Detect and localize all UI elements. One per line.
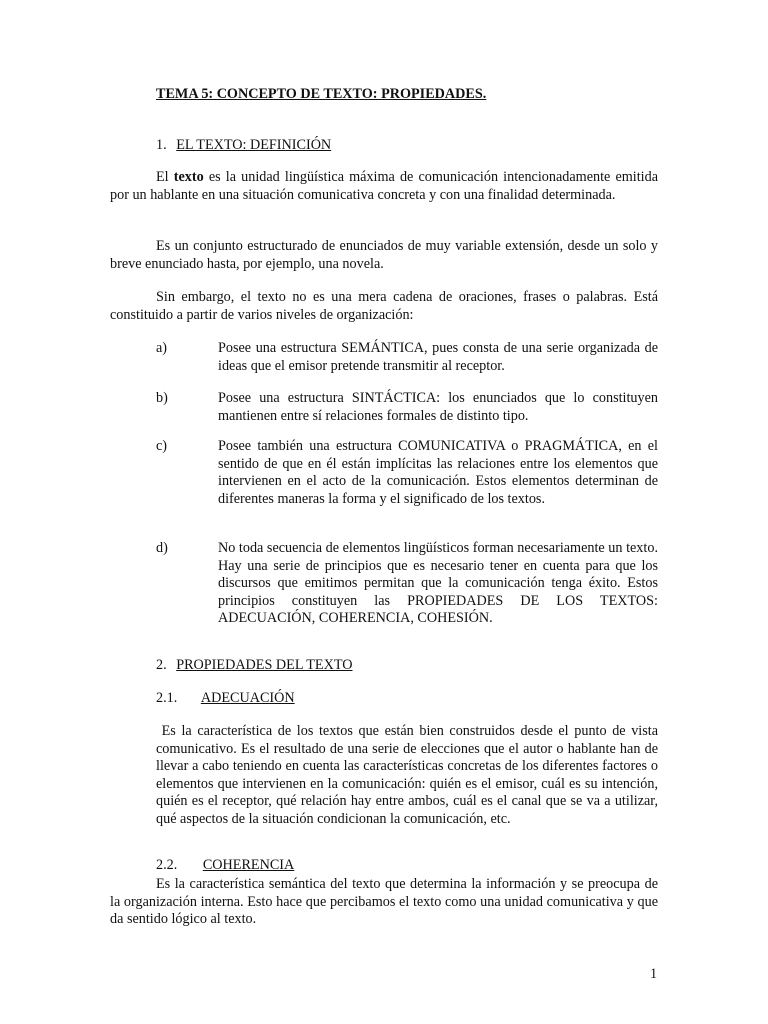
section-1-heading: [156, 137, 331, 155]
section-2-heading: [156, 657, 352, 675]
list-item-label: d): [156, 540, 168, 556]
list-item-text: Posee una estructura SEMÁNTICA, pues consta de una serie organizada de ideas que el emisor pretende transmitir al receptor.: [218, 340, 658, 374]
paragraph-definition: [110, 169, 658, 204]
paragraph-definition-start: El: [156, 169, 174, 185]
subsection-2-2-title: COHERENCIA: [202, 857, 295, 873]
section-2-title: PROPIEDADES DEL TEXTO: [176, 657, 353, 673]
subsection-2-1-heading: [156, 690, 295, 708]
subsection-2-2-heading: [156, 857, 294, 875]
paragraph-definition-rest: es la unidad lingüística máxima de comunicación intencionadamente emitida por un hablante en una situación comunicativa concreta y con una finalidad determinada.: [110, 169, 659, 203]
list-item-label: c): [156, 438, 168, 454]
term-texto: texto: [173, 169, 204, 185]
list-item-label: b): [156, 390, 168, 406]
document-title: TEMA 5: CONCEPTO DE TEXTO: PROPIEDADES.: [156, 86, 487, 102]
page-number: 1: [650, 966, 658, 982]
paragraph-structure: Es un conjunto estructurado de enunciados de muy variable extensión, desde un solo y breve enunciado hasta, por ejemplo, una novela.: [110, 238, 658, 272]
subsection-2-2-number: 2.2.: [156, 857, 178, 873]
section-1-title: EL TEXTO: DEFINICIÓN: [176, 137, 332, 153]
section-1-number: 1.: [156, 137, 167, 153]
list-item-text: No toda secuencia de elementos lingüísticos forman necesariamente un texto. Hay una serie de principios que es necesario tener en cuenta para que los discursos que emitimos permitan que la comunicación tenga éxito. Estos principios constituyen las PROPIEDADES DE LOS TEXTOS: ADECUACIÓN, COHERENCIA, COHESIÓN.: [218, 540, 658, 627]
list-item-label: a): [156, 340, 168, 356]
list-item-text: Posee una estructura SINTÁCTICA: los enunciados que lo constituyen mantienen entre sí relaciones formales de distinto tipo.: [218, 390, 658, 424]
paragraph-coherencia: Es la característica semántica del texto que determina la información y se preocupa de la organización interna. Esto hace que percibamos el texto como una unidad comunicativa y que da sentido lógico al texto.: [110, 876, 658, 928]
list-item-text: Posee también una estructura COMUNICATIVA o PRAGMÁTICA, en el sentido de que en él están implícitas las relaciones entre los elementos que intervienen en el acto de la comunicación. Estos elementos determinan de diferentes maneras la forma y el significado de los textos.: [218, 438, 658, 507]
subsection-2-1-number: 2.1.: [156, 690, 178, 706]
paragraph-levels: Sin embargo, el texto no es una mera cadena de oraciones, frases o palabras. Está constituido a partir de varios niveles de organización:: [110, 289, 658, 323]
subsection-2-1-title: ADECUACIÓN: [200, 690, 295, 706]
section-2-number: 2.: [156, 657, 167, 673]
paragraph-adecuacion: Es la característica de los textos que están bien construidos desde el punto de vista comunicativo. Es el resultado de una serie de elecciones que el autor o hablante han de llevar a cabo teniendo en cuenta las características concretas de los diferentes factores o elementos que intervienen en la comunicación: quién es el emisor, cuál es su intención, quién es el receptor, qué relación hay entre ambos, cuál es el canal que se va a utilizar, qué aspectos de la situación condicionan la comunicación, etc.: [156, 723, 662, 827]
